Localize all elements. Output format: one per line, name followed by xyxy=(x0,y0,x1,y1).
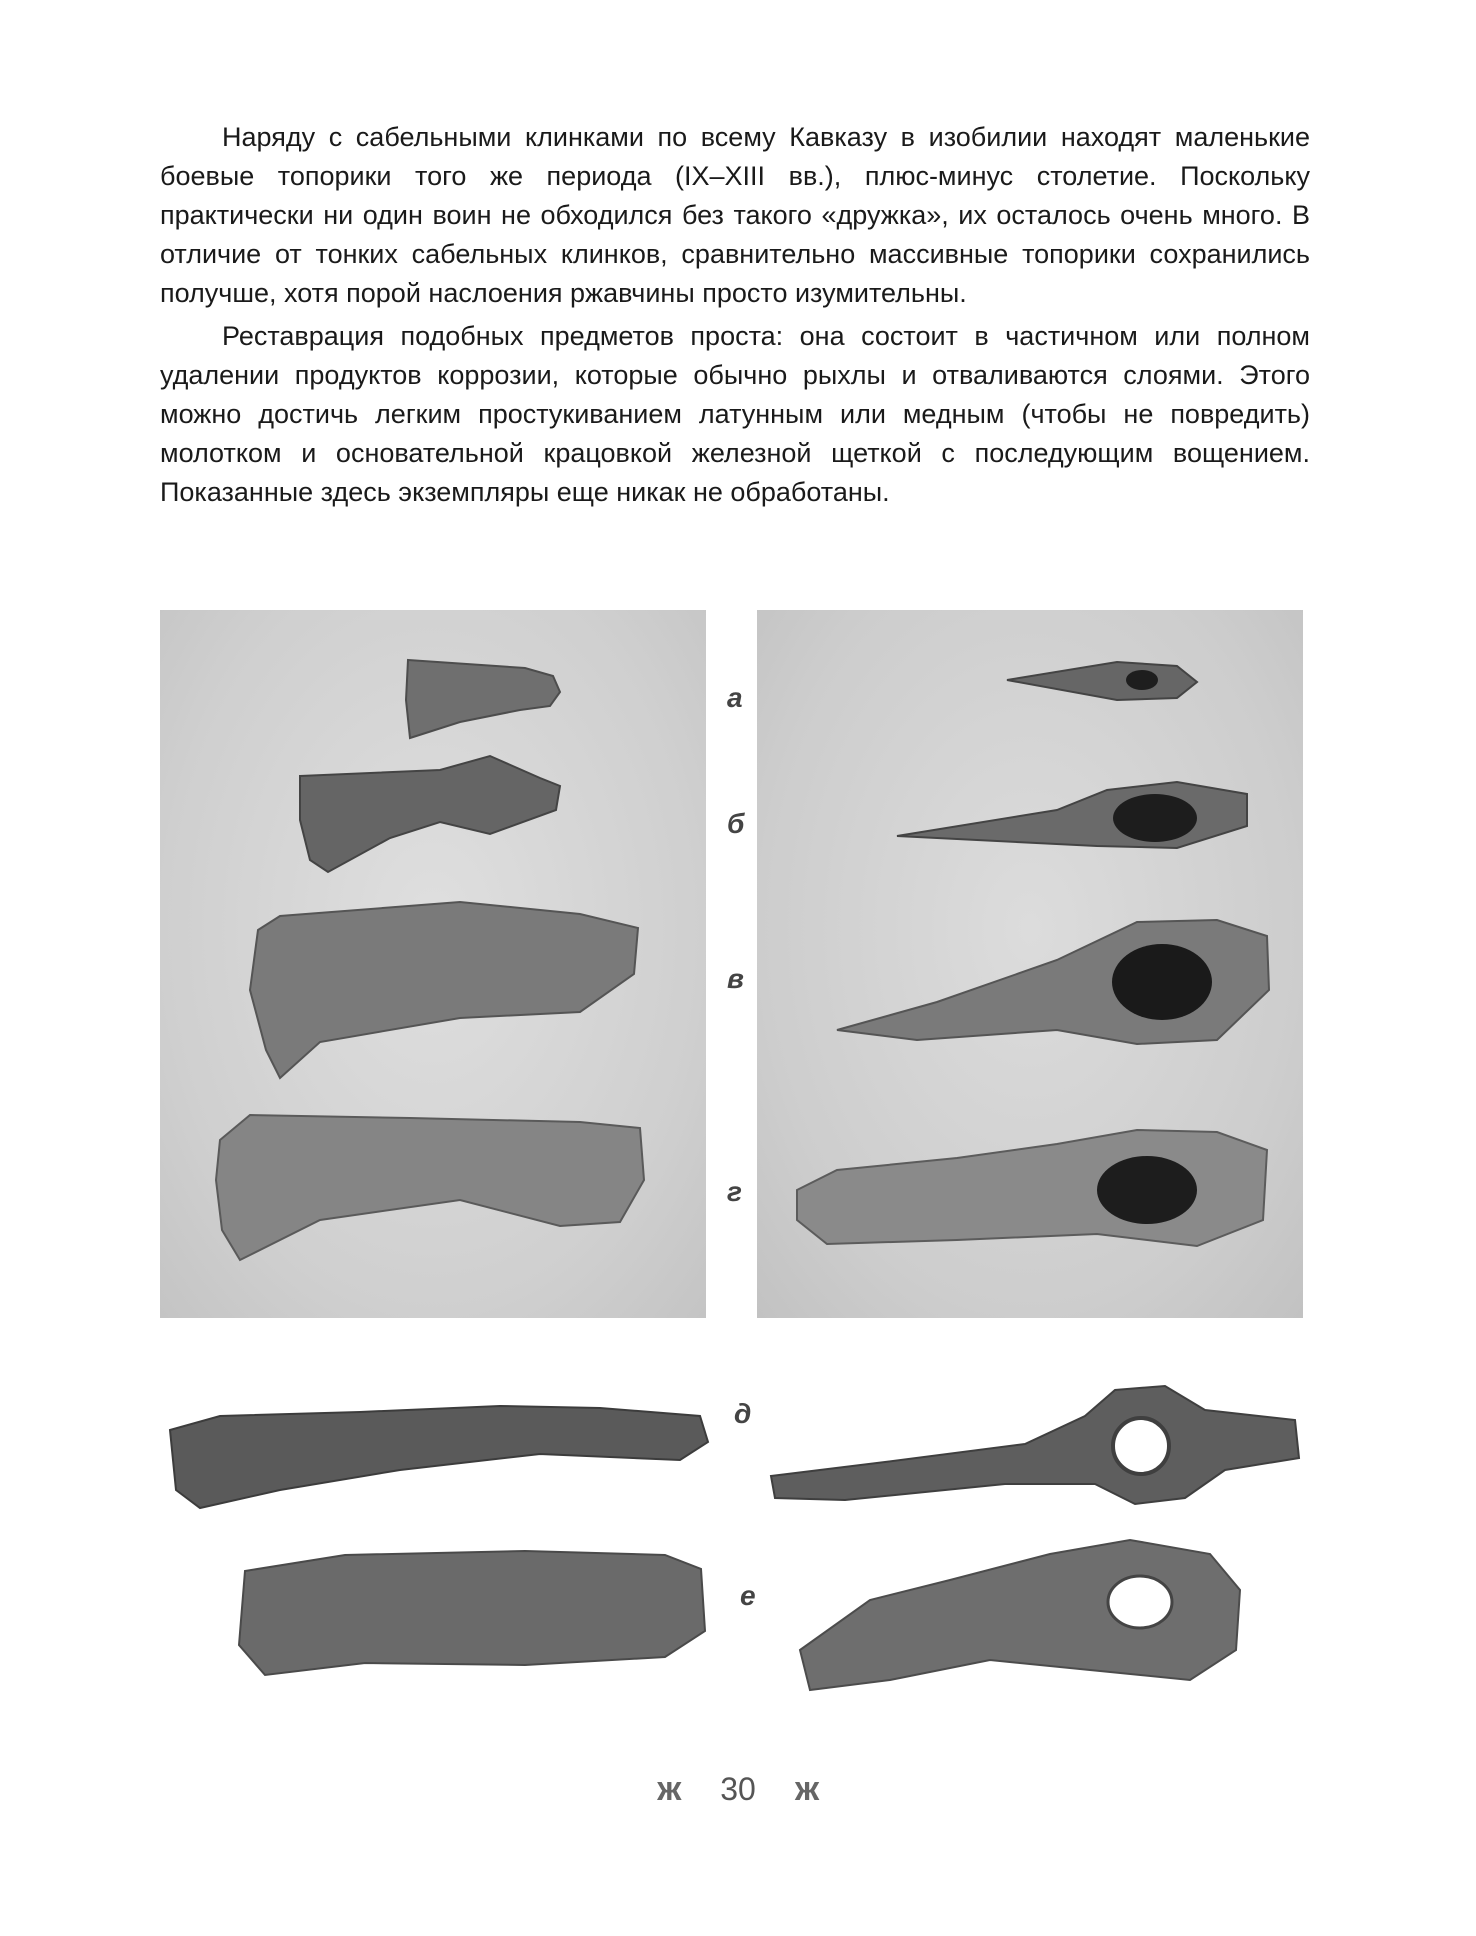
figure-label-a: а xyxy=(727,682,743,713)
photo-axes-side-view xyxy=(160,610,706,1318)
figure-label-v: в xyxy=(727,963,744,994)
axe-d-side xyxy=(160,1390,720,1530)
axe-d-top xyxy=(765,1380,1305,1510)
paragraph-1: Наряду с сабельными клинками по всему Кавказу в изобилии находят маленькие боевые топорики того же периода (IX–XIII вв.), плюс-минус столетие. Поскольку практически ни один воин не обходился без такого «дружка», их осталось очень много. В отличие от тонких сабельных клинков, сравнительно массивные топорики сохранились получше, хотя порой наслоения ржавчины просто изумительны. xyxy=(160,122,1310,308)
figure-label-g: г xyxy=(727,1176,742,1207)
axe-a-top xyxy=(1007,662,1197,700)
axe-g-side xyxy=(216,1115,644,1260)
footer-ornament-left: ж xyxy=(657,1770,682,1808)
figure-label-e: е xyxy=(740,1580,756,1611)
axe-e-side xyxy=(225,1535,725,1685)
axe-a-side xyxy=(406,660,560,738)
footer-ornament-right: ж xyxy=(794,1770,819,1808)
page-number: 30 xyxy=(720,1771,756,1807)
axe-e-top xyxy=(790,1530,1250,1700)
figure-label-b: б xyxy=(727,808,745,839)
body-text xyxy=(160,118,1310,516)
page-footer xyxy=(0,1770,1476,1809)
axe-b-side xyxy=(300,756,560,872)
figure-label-d: д xyxy=(734,1398,752,1429)
axe-v-side xyxy=(250,902,638,1078)
photo-axes-top-view xyxy=(757,610,1303,1318)
paragraph-2: Реставрация подобных предметов проста: она состоит в частичном или полном удалении продуктов коррозии, которые обычно рыхлы и отваливаются слоями. Этого можно достичь легким простукиванием латунным или медным (чтобы не повредить) молотком и основательной крацовкой железной щеткой с последующим вощением. Показанные здесь экземпляры еще никак не обработаны. xyxy=(160,321,1310,507)
